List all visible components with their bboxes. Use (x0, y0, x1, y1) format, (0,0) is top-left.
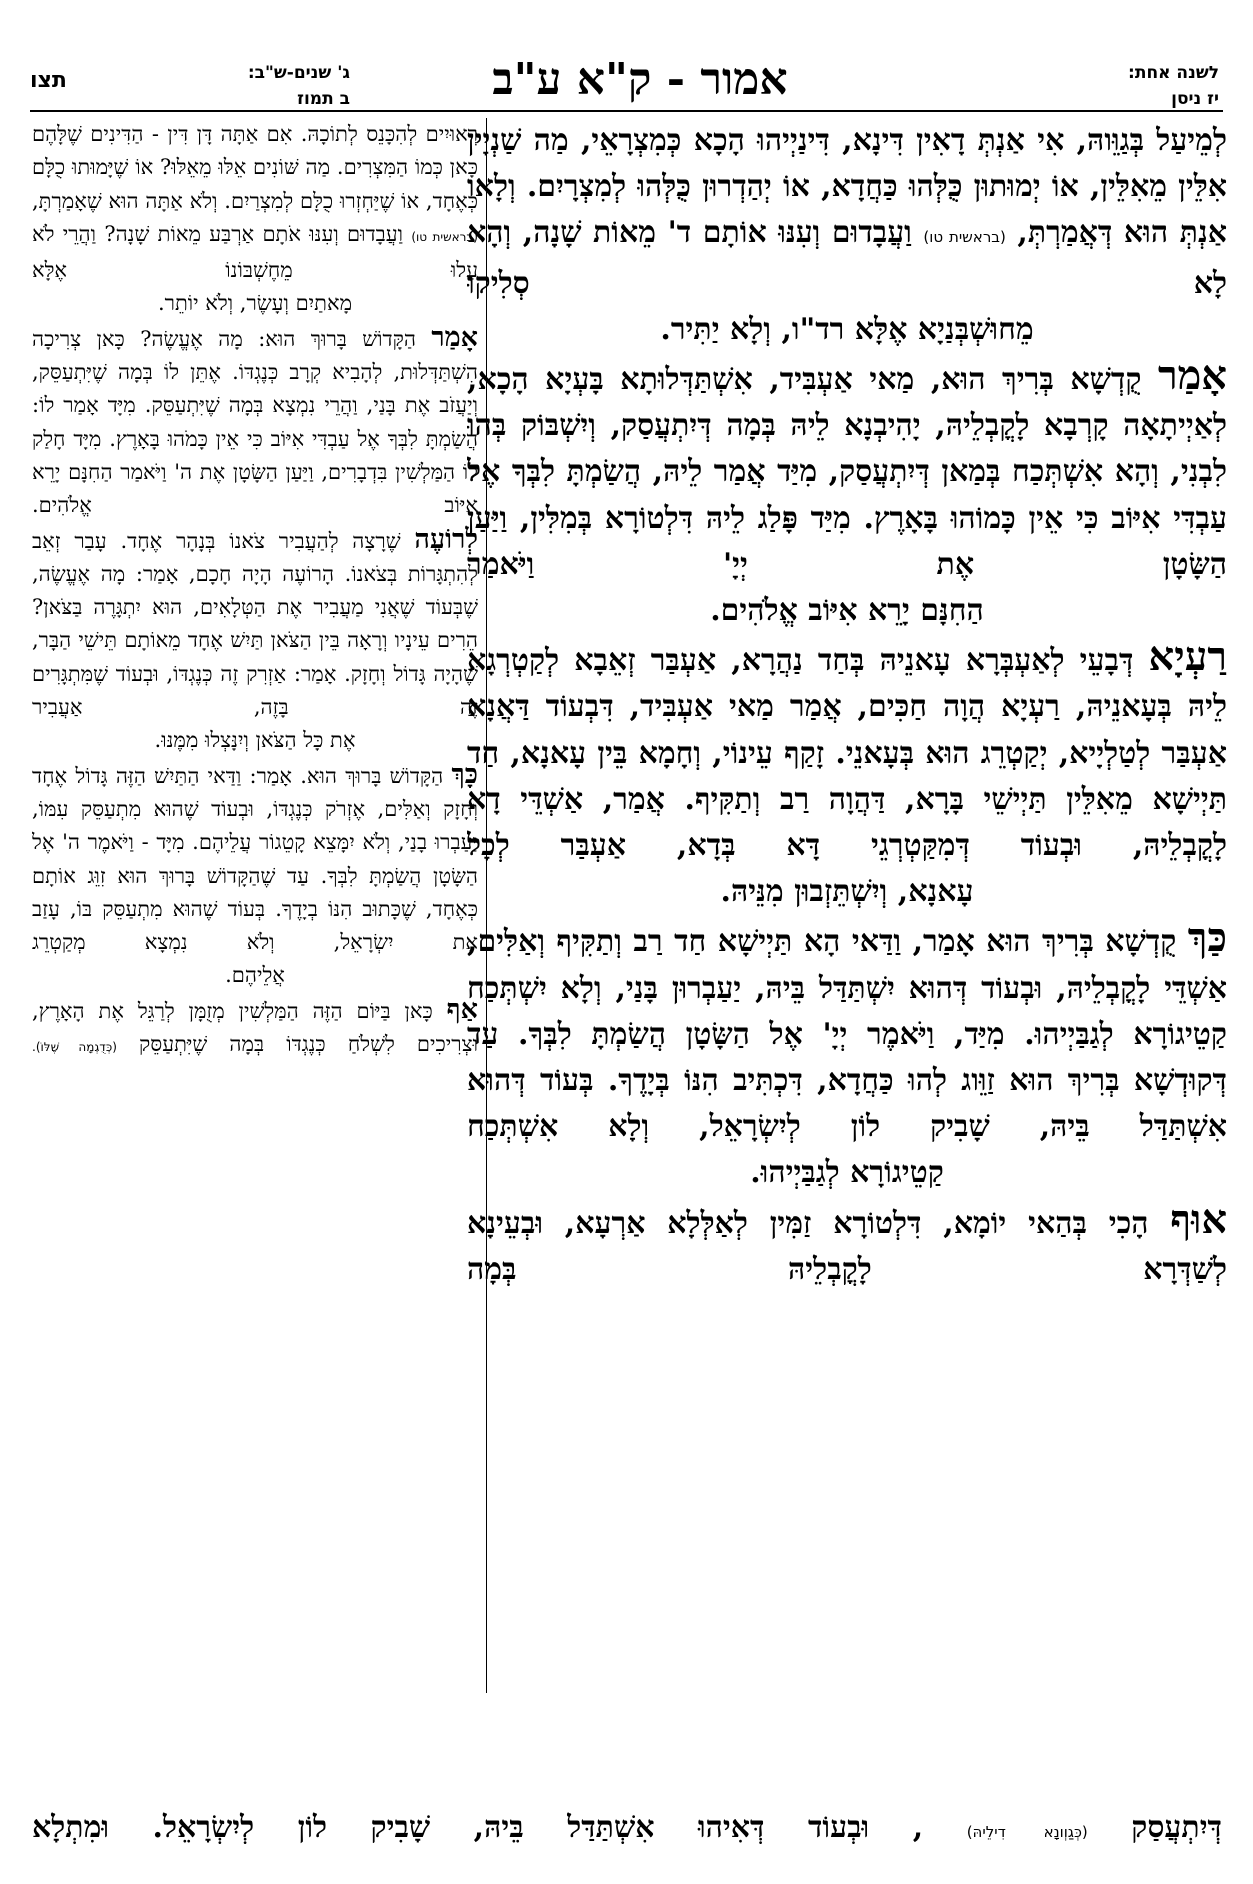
translation-paragraph (32, 758, 478, 993)
opening-word: אוּף (1170, 1195, 1227, 1243)
translation-paragraph (32, 321, 478, 523)
translation-closing: אֶת כָּל הַצֹּאן וְיִנָּצְלוּ מִמֶּנּוּ. (154, 728, 356, 753)
header-divider (30, 110, 1223, 112)
main-paragraph-closing: קַטֵיגוֹרָא לְגַבַּיְיהוּ. (750, 1155, 944, 1191)
translation-text: וַעֲבָדוּם וְעִנּוּ אֹתָם אַרְבַּע מֵאוֹת שָׁנָה? וַהֲרֵי לֹא עָלוּ מֵחֶשְׁבּוֹנוֹ אֶלָּא (32, 221, 478, 283)
header-cycle-label: לשנה אחת: (1128, 63, 1219, 83)
bottom-line-note: (כְּגַוְונָא דִילֵיהּ) (966, 1823, 1088, 1841)
translation-text: הַקָּדוֹשׁ בָּרוּךְ הוּא: מָה אֶעֱשֶׂה? כָּאן צְרִיכָה הִשְׁתַּדְּלוּת, לְהָבִיא קְרָב כְּנֶגְדּוֹ. אֶתֵּן לוֹ בְּמָה שֶׁיִּתְעַסֵּק, וְיַעֲזֹב אֶת בָּנַי, וַהֲרֵי נִמְצָא בְּמָה שֶׁיִּתְעַסֵּק. מִיָּד אָמַר לוֹ: הֲשַׂמְתָּ לִבְּךָ אֶל עַבְדִּי אִיּוֹב כִּי אֵין כָּמֹהוּ בָּאָרֶץ. מִיָּד חָלַק לוֹ הַמַּלְשִׁין בִּדְבָרִים, וַיַּעַן הַשָּׂטָן אֶת ה' וַיֹּאמַר הַחִנָּם יָרֵא אִיּוֹב אֱלֹהִים. (32, 326, 478, 518)
translation-paragraph (32, 993, 478, 1065)
header-study-cycle-alt (130, 60, 350, 112)
translation-text: שֶׁרָצָה לְהַעֲבִיר צֹאנוֹ בְּנָהָר אֶחָד. עָבַר זְאֵב לְהִתְגָּרוֹת בְּצֹאנוֹ. הָרוֹעֶה הָיָה חָכָם, אָמַר: מָה אֶעֱשֶׂה, שֶׁבְּעוֹד שֶׁאֲנִי מַעֲבִיר אֶת הַטְּלָאִים, הוּא יִתְגָּרֶה בַּצֹּאן? הֵרִים עֵינָיו וְרָאָה בֵּין הַצֹּאן תַּיִשׁ אֶחָד מֵאוֹתָם תֵּישֵׁי הַבָּר, שֶׁהָיָה גָּדוֹל וְחָזָק. אָמַר: אַזְרִק זֶה כְּנֶגְדּוֹ, וּבְעוֹד שֶׁמִּתְגָּרִים זֶה בָּזֶה, אַעֲבִיר (32, 528, 478, 720)
translation-paragraph (32, 118, 478, 321)
translation-text: הַקָּדוֹשׁ בָּרוּךְ הוּא. אָמַר: וַדַּאי הַתַּיִשׁ הַזֶּה גָּדוֹל אֶחָד וְחָזָק וְאַלִּים, אֶזְרֹק כְּנֶגְדּוֹ, וּבְעוֹד שֶׁהוּא מִתְעַסֵּק עִמּוֹ, יַעַבְרוּ בָנַי, וְלֹא יִמָּצֵא קָטֵגוֹר עֲלֵיהֶם. מִיָּד - וַיֹּאמֶר ה' אֶל הַשָּׂטָן הֲשַׂמְתָּ לִבְּךָ. עַד שֶׁהַקָּדוֹשׁ בָּרוּךְ הוּא זִוֵּג אוֹתָם כְּאֶחָד, שֶׁכָּתוּב הִנּוֹ בְיָדֶךָ. בְּעוֹד שֶׁהוּא מִתְעַסֵּק בּוֹ, עָזַב אֶת יִשְׂרָאֵל, וְלֹא נִמְצָא מְקַטְרֵג (32, 763, 478, 955)
main-paragraph (467, 915, 1227, 1196)
scripture-reference: (בראשית טו) (411, 229, 478, 244)
main-paragraph-closing: מֵחוּשְׁבְּנַיָא אֶלָּא רד"ו, וְלָא יַתִּיר. (660, 311, 1034, 347)
header-cycle-date: יז ניסן (1171, 89, 1219, 109)
page-number: תצו (30, 68, 67, 93)
opening-word: כַּךְ (1187, 914, 1227, 962)
page-title: אמור - ק"א ע"ב (492, 54, 788, 105)
main-paragraph-text: דְּבָעֵי לְאַעְבְּרָא עָאנֵיהּ בְּחַד נַהֲרָא, אַעְבַּר זְאֵבָא לְקַטְרְגָא לֵיהּ בְּעָאנֵיהּ, רַעְיָא הֲוָה חַכִּים, אֲמַר מַאי אַעְבִּיד, דִּבְעוֹד דַּאֲנָא אַעְבַּר לְטַלְיָיא, יְקַטְרֵג הוּא בְּעָאנֵי. זָקַף עֵינוֹי, וְחָמָא בֵּין עָאנָא, חַד תַּיְישָׁא מֵאִלֵּין תַּיְישֵׁי בָּרָא, דַּהֲוָה רַב וְתַקִּיף. אֲמַר, אַשְׁדֵּי דָא לָקֳבְלֵיהּ, וּבְעוֹד דְּמִקַּטְרְגֵי דָּא בְּדָא, אַעְבַּר לְכָל (467, 643, 1227, 864)
main-paragraph-closing: הַחִנָּם יָרֵא אִיּוֹב אֱלֹהִים. (710, 593, 984, 629)
main-paragraph (467, 634, 1227, 915)
opening-word: אָמַר (431, 321, 478, 353)
scripture-reference: (בראשית טו) (923, 228, 1006, 247)
bottom-line-text: , וּבְעוֹד דְּאִיהוּ אִשְׁתַּדַּל בֵּיהּ, שָׁבִיק לוֹן לְיִשְׂרָאֵל. וּמִתְלָא (32, 1810, 924, 1845)
translation-closing: אֲלֵיהֶם. (225, 963, 285, 988)
main-text-column (467, 118, 1227, 1778)
translation-closing: מָאתַיִם וְעָשֶׂר, וְלֹא יוֹתֵר. (157, 291, 353, 316)
main-paragraph-text: לְמֵיעַל בְּגַוֵּוהּ, אִי אַנְתְּ דָאִין דִּינָא, דִּינַיְיהוּ הָכָא כְּמִצְרָאֵי, מַה שַׁנְיָין אִלֵּין מֵאִלֵּין, אוֹ יְמוּתוּן כֻּלְּהוּ כַּחֲדָא, אוֹ יְהַדְרוּן כֻּלְּהוּ לְמִצְרָיִם. וְלָאו אַנְתְּ הוּא דְּאֲמַרְתְּ, (467, 123, 1227, 251)
main-paragraph-text: קֻדְשָׁא בְּרִיךְ הוּא, מַאי אַעְבִּיד, אִשְׁתַּדְּלוּתָא בָּעְיָא הָכָא, לְאַיְיתָאָה קָרְבָא לָקֳבְלֵיהּ, יָהִיבְנָא לֵיהּ בְּמָה דְּיִתְעֲסַק, וְיִשְׁבּוֹק בְּהוּ לִבְנִי, וְהָא אִשְׁתְּכַח בְּמַאן דְּיִתְעֲסַק, מִיַּד אֲמַר לֵיהּ, הֲשַׂמְתָּ לִבְּךָ אֶל עַבְדִּי אִיּוֹב כִּי אֵין כָּמוֹהוּ בָּאָרֶץ. מִיַּד פָּלַג לֵיהּ דִּלְטוֹרָא בְּמִלִּין, וַיַּעַן הַשָּׂטָן אֶת יְיָ' וַיֹּאמַר (467, 362, 1227, 582)
opening-word: רַעְיָא (1148, 633, 1227, 681)
translation-text: כָּאן בַּיּוֹם הַזֶּה הַמַּלְשִׁין מְזֻמָּן לְרַגֵּל אֶת הָאָרֶץ, וּצְרִיכִים לִשְׁלֹחַ כְּנֶגְדּוֹ בְּמָה שֶׁיִּתְעַסֵּק (32, 998, 478, 1057)
main-paragraph (467, 1197, 1227, 1293)
translation-paragraph (32, 523, 478, 758)
main-paragraph (467, 353, 1227, 634)
bottom-line-text: דְּיִתְעֲסַק (1131, 1810, 1222, 1845)
opening-word: אַף (446, 993, 478, 1025)
translation-column (32, 118, 478, 1698)
opening-word: לְרוֹעֶה (414, 523, 478, 555)
translation-text: רְאוּיִים לְהִכָּנֵס לְתוֹכָהּ. אִם אַתָּה דָּן דִּין - הַדִּינִים שֶׁלָּהֶם כָּאן כְּמוֹ הַמִּצְרִים. מַה שּׁוֹנִים אֵלּוּ מֵאֵלּוּ? אוֹ שֶׁיָּמוּתוּ כֻלָּם כְּאֶחָד, אוֹ שֶׁיַּחְזְרוּ כֻלָּם לְמִצְרַיִם. וְלֹא אַתָּה הוּא שֶׁאָמַרְתָּ, (32, 122, 478, 213)
main-paragraph-text: הָכִי בְּהַאי יוֹמָא, דִּלְטוֹרָא זַמִּין לְאַלְּלָא אַרְעָא, וּבְעֵינָא לְשַׁדְּרָא לָקֳבְלֵיהּ בְּמָה (467, 1205, 1227, 1287)
header-alt-cycle-date: ב תמוז (297, 89, 350, 109)
column-divider (486, 118, 487, 1693)
main-paragraph-text: קֻדְשָׁא בְּרִיךְ הוּא אָמַר, וַדַּאי הָא תַּיְישָׁא חַד רַב וְתַקִּיף וְאַלִּים, אַשְׁדֵּי לָקֳבְלֵיהּ, וּבְעוֹד דְּהוּא יִשְׁתַּדַּל בֵּיהּ, יַעַבְרוּן בָּנַי, וְלָא יִשְׁתְּכַח קַטֵיגוֹרָא לְגַבַּיְיהוּ. מִיַּד, וַיֹּאמֶר יְיָ' אֶל הַשָּׂטָן הֲשַׂמְתָּ לִבְּךָ. עַד דְּקוּדְשָׁא בְּרִיךְ הוּא זַוֵּוג לְהוּ כַּחֲדָא, דִּכְתִּיב הִנּוֹ בְּיָדֶךָ. בְּעוֹד דְּהוּא אִשְׁתַּדַּל בֵּיהּ, שָׁבִיק לוֹן לְיִשְׂרָאֵל, וְלָא אִשְׁתְּכַח (467, 924, 1227, 1145)
main-paragraph-closing: עָאנָא, וְיִשְׁתֵּזְבוּן מִנֵּיהּ. (720, 874, 974, 910)
header-alt-cycle-label: ג' שנים-ש"ב: (247, 63, 350, 83)
main-paragraph (467, 118, 1227, 353)
main-paragraph-text: וַעֲבָדוּם וְעִנּוּ אוֹתָם ד' מֵאוֹת שָׁנָה, וְהָא לָא סְלִיקוּ (467, 215, 1227, 301)
opening-word: אָמַר (1157, 352, 1227, 400)
opening-word: כָּךְ (451, 758, 478, 790)
header-study-cycle (999, 60, 1219, 112)
scripture-reference: (כְּדֻגְמָה שֶׁלּוֹ). (32, 1040, 117, 1055)
bottom-continuation-line (32, 1806, 1222, 1854)
